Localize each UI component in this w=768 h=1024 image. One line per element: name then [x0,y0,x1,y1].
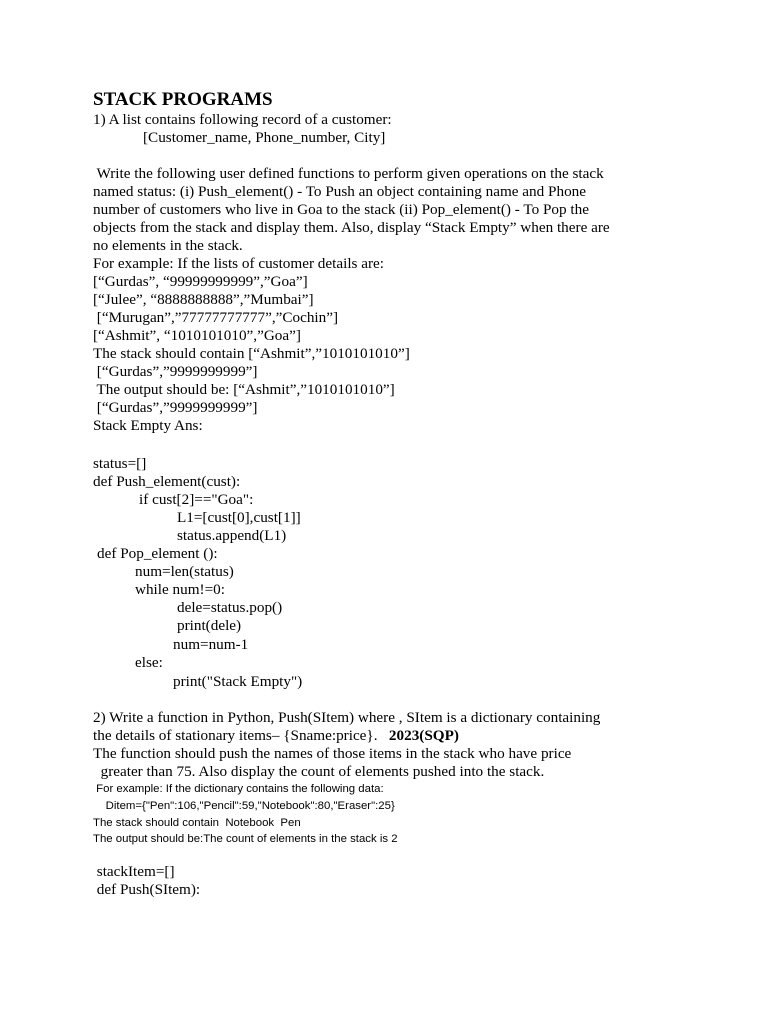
q2-example-dict: Ditem={"Pen":106,"Pencil":59,"Notebook":80,"Eraser":25} [93,800,395,812]
code-line: print(dele) [177,617,242,634]
q1-stack-contains-2: [“Gurdas”,”9999999999”] [93,363,258,380]
q2-line: The function should push the names of those items in the stack who have price [93,745,572,762]
q2-output: The output should be:The count of elements in the stack is 2 [93,833,398,845]
code-line: print("Stack Empty") [173,673,303,690]
q1-example-intro: For example: If the lists of customer details are: [93,255,385,272]
code-line: def Push_element(cust): [93,473,241,490]
q1-example-list: [“Murugan”,”77777777777”,”Cochin”] [93,309,339,326]
code-line: dele=status.pop() [177,599,283,616]
q1-example-list: [“Ashmit”, “1010101010”,”Goa”] [93,327,301,344]
q2-example-intro: For example: If the dictionary contains the following data: [93,783,384,795]
q1-intro: 1) A list contains following record of a customer: [93,111,392,128]
q1-example-list: [“Gurdas”, “99999999999”,”Goa”] [93,273,308,290]
code-line: if cust[2]=="Goa": [139,491,254,508]
code-line: num=len(status) [135,563,234,580]
q2-line: greater than 75. Also display the count of elements pushed into the stack. [93,763,545,780]
code-line: status=[] [93,455,147,472]
q1-output-2: [“Gurdas”,”9999999999”] [93,399,258,416]
page-title: STACK PROGRAMS [93,89,273,110]
code-line: else: [135,654,163,671]
code-line: status.append(L1) [177,527,287,544]
q1-stack-contains: The stack should contain [“Ashmit”,”1010101010”] [93,345,410,362]
q1-output: The output should be: [“Ashmit”,”1010101010”] [93,381,395,398]
code-line: def Pop_element (): [97,545,218,562]
q1-description-line: objects from the stack and display them. Also, display “Stack Empty” when there are [93,219,610,236]
q2-line [93,727,459,745]
q2-year-tag: 2023(SQP) [388,727,459,744]
code-line: num=num-1 [173,636,249,653]
code-line: stackItem=[] [93,863,175,880]
q1-record-format: [Customer_name, Phone_number, City] [143,129,386,146]
q2-line: 2) Write a function in Python, Push(SItem) where , SItem is a dictionary containing [93,709,601,726]
code-line: def Push(SItem): [93,881,201,898]
q1-description-line: Write the following user defined functions to perform given operations on the stack [93,165,604,182]
q1-description-line: no elements in the stack. [93,237,243,254]
code-line: L1=[cust[0],cust[1]] [177,509,301,526]
q1-example-list: [“Julee”, “8888888888”,”Mumbai”] [93,291,314,308]
q1-output-3: Stack Empty Ans: [93,417,203,434]
q1-description-line: named status: (i) Push_element() - To Push an object containing name and Phone [93,183,586,200]
q2-stack-contains: The stack should contain Notebook Pen [93,817,301,829]
q1-description-line: number of customers who live in Goa to the stack (ii) Pop_element() - To Pop the [93,201,589,218]
code-line: while num!=0: [135,581,225,598]
q2-line2-text: the details of stationary items– {Sname:price}. [93,727,378,744]
